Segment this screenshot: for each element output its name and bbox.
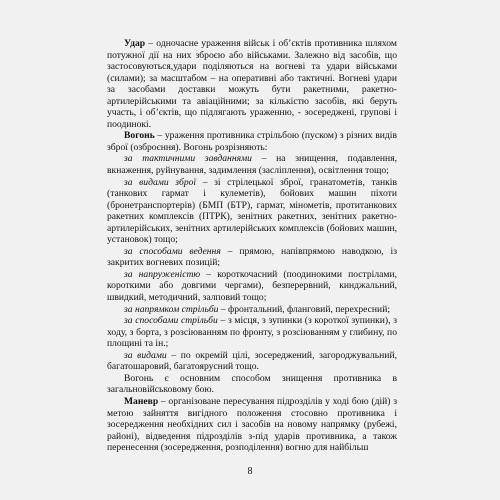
- paragraph-text: – зі стрілецької зброї, гранатометів, танків (танкових гармат і кулеметів), бойових машин піхоти (бронетранспортерів) (БМП (БТР), гармат, мінометів, протитанкових ракетних комплексів (ПТРК), зенітних ракетних, зенітних ракетно- артилерійських, зенітних артилерійських комплексів (бойових машин, установок) тощо;: [107, 176, 397, 246]
- term-bold: Маневр: [124, 395, 159, 407]
- term-italic: за видами: [124, 349, 167, 361]
- page-number: 8: [247, 466, 253, 477]
- paragraph-text: – прямою, напівпрямою наводкою, із закритих вогневих позицій;: [107, 245, 397, 269]
- term-italic: за способами стрільби: [124, 315, 218, 327]
- paragraph: [107, 246, 397, 269]
- paragraph: [107, 38, 397, 130]
- term-italic: за напрямком стрільби: [124, 303, 219, 315]
- term-italic: за видами зброї: [124, 176, 197, 188]
- paragraph: [107, 304, 397, 316]
- term-bold: Удар: [124, 38, 146, 49]
- paragraph-text: – з місця, з зупинки (з короткої зупинки), з ходу, з борта, з розсіюванням по фронту, з розсіюванням у глибину, по площині та ін.;: [107, 315, 397, 350]
- paragraph: [107, 130, 397, 153]
- paragraph-text: – короткочасний (поодинокими пострілами, короткими або довгими чергами), безперервний, кинджальний, швидкий, методичний, залповий тощо;: [107, 268, 397, 304]
- paragraph-text: – одночасне ураження військ і об’єктів противника шляхом потужної дії на них зброєю або військами. Залежно від засобів, що застосовуються,удари поділяються на вогневі та удари військами (силами); за масштабом – на оперативні або тактичні. Вогневі удари за засобами доставки можуть бути ракетними, ракетно-артилерійськими та авіаційними; за кількістю засобів, які беруть участь, і об’єктів, що підлягають ураженню, - зосереджені, групові і поодинокі.: [107, 38, 397, 130]
- paragraph-text: – по окремій цілі, зосереджений, загороджувальний, багатошаровий, багатоярусний тощо.: [107, 349, 397, 373]
- term-bold: Вогонь: [124, 130, 155, 142]
- paragraph-text: Вогонь є основним способом знищення противника в загальновійськовому бою.: [107, 372, 397, 396]
- paragraph: [107, 315, 397, 350]
- paragraph-text: – організоване пересування підрозділів у ході бою (дій) з метою зайняття вигідного положення стосовно противника і зосередження необхідних сил і засобів на новому напрямку (рубежі, районі), відведення підрозділів з-під ударів противника, а також перенесення (зосередження, розподілення) вогню для найбільш: [107, 395, 397, 454]
- paragraph: [107, 350, 397, 373]
- term-italic: за способами ведення: [124, 245, 221, 257]
- term-italic: за напруженістю: [124, 268, 201, 280]
- paragraph: [107, 269, 397, 304]
- paragraph-text: – ураження противника стрільбою (пуском) з різних видів зброї (озброєння). Вогонь розрізняють:: [107, 130, 397, 153]
- paragraph: [107, 396, 397, 454]
- paragraph: [107, 373, 397, 396]
- body-text: [107, 38, 397, 454]
- paragraph: [107, 153, 397, 176]
- paragraph: [107, 177, 397, 246]
- paragraph-text: – фронтальний, фланговий, перехресний;: [218, 303, 390, 315]
- paragraph-text: – на знищення, подавлення, вкнаження, руйнування, задимлення (засліплення), освітлення тощо;: [107, 153, 398, 177]
- term-italic: за тактичними завданнями: [124, 153, 252, 165]
